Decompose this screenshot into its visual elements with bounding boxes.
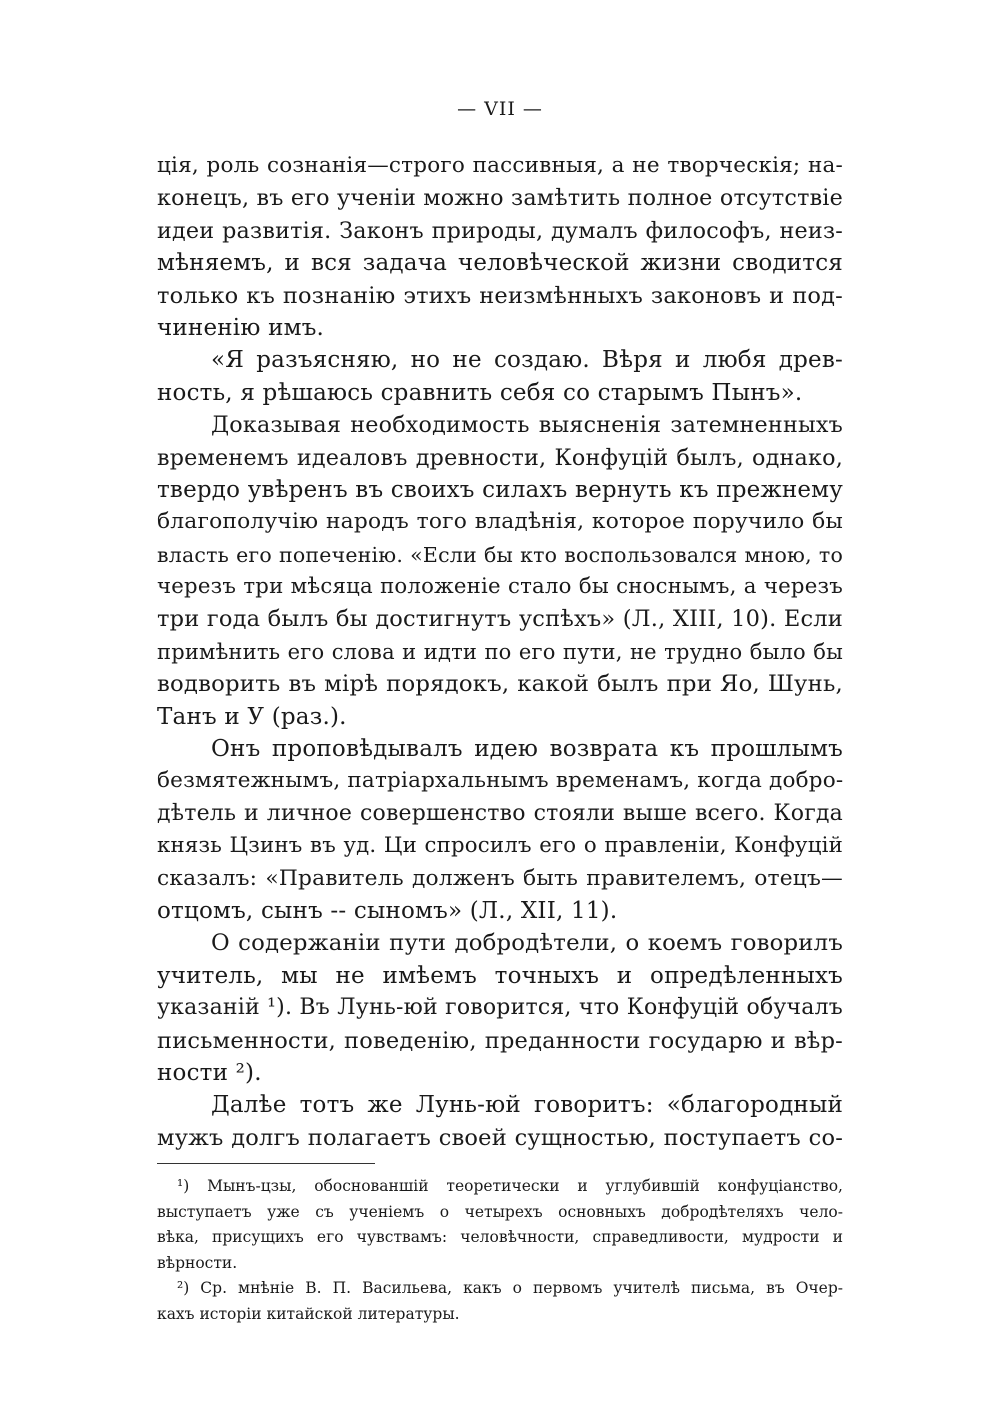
text-line: власть его попеченію. «Если бы кто воспользовался мною, то <box>157 542 843 567</box>
text-line: чиненію имъ. <box>157 314 325 341</box>
text-line: только къ познанію этихъ неизмѣнныхъ законовъ и под- <box>157 282 843 309</box>
text-line: благополучію народъ того владѣнія, которое поручило бы <box>157 509 843 535</box>
text-line: водворить въ мірѣ порядокъ, какой былъ при Яо, Шунь, <box>157 671 843 698</box>
text-line: учитель, мы не имѣемъ точныхъ и опредѣленныхъ <box>157 962 843 989</box>
footnote-line: вѣрности. <box>157 1253 238 1272</box>
text-line: Доказывая необходимость выясненія затемненныхъ <box>211 412 843 439</box>
footnote-line: вѣка, присущихъ его чувствамъ: человѣчности, справедливости, мудрости и <box>157 1228 843 1247</box>
text-line: Далѣе тотъ же Лунь-юй говоритъ: «благородный <box>211 1092 843 1119</box>
page-number: — VII — <box>457 98 543 120</box>
text-line: письменности, поведенію, преданности государю и вѣр- <box>157 1027 843 1054</box>
text-line: князь Цзинъ въ уд. Ци спросилъ его о правленіи, Конфуцій <box>157 833 843 859</box>
footnotes <box>157 1174 843 1328</box>
text-line: мѣняемъ, и вся задача человѣческой жизни сводится <box>157 250 843 277</box>
text-line: О содержаніи пути добродѣтели, о коемъ говорилъ <box>211 930 843 957</box>
footnote-divider <box>157 1163 375 1164</box>
text-line: идеи развитія. Законъ природы, думалъ философъ, неиз- <box>157 217 843 244</box>
text-line: Онъ проповѣдывалъ идею возврата къ прошлымъ <box>211 736 843 763</box>
footnote-line: кахъ исторіи китайской литературы. <box>157 1304 460 1323</box>
text-line: ція, роль сознанія—строго пассивныя, а не творческія; на- <box>157 153 843 178</box>
footnote-line: ¹) Мынъ-цзы, обоснованшій теоретически и углубившій конфуціанство, <box>177 1177 843 1195</box>
text-line: отцомъ, сынъ -- сыномъ» (Л., XII, 11). <box>157 897 618 924</box>
text-line: Танъ и У (раз.). <box>157 703 347 730</box>
text-line: три года былъ бы достигнутъ успѣхъ» (Л., XIII, 10). Если <box>157 606 843 633</box>
text-line: дѣтель и личное совершенство стояли выше всего. Когда <box>157 800 843 826</box>
text-line: «Я разъясняю, но не создаю. Вѣря и любя древ- <box>211 347 843 374</box>
text-line: примѣнить его слова и идти по его пути, не трудно было бы <box>157 639 843 664</box>
text-line: мужъ долгъ полагаетъ своей сущностью, поступаетъ со- <box>157 1124 843 1151</box>
text-line: безмятежнымъ, патріархальнымъ временамъ, когда добро- <box>157 768 844 794</box>
body-text <box>157 150 843 1154</box>
text-line: конецъ, въ его ученіи можно замѣтить полное отсутствіе <box>157 185 843 212</box>
footnote-line: выступаетъ уже съ ученіемъ о четырехъ основныхъ добродѣтеляхъ чело- <box>157 1202 843 1221</box>
text-line: временемъ идеаловъ древности, Конфуцій былъ, однако, <box>157 444 843 471</box>
text-line: ности ²). <box>157 1059 262 1086</box>
text-line: указаній ¹). Въ Лунь-юй говорится, что Конфуцій обучалъ <box>157 995 843 1021</box>
text-line: сказалъ: «Правитель долженъ быть правителемъ, отецъ— <box>157 865 843 891</box>
text-line: твердо увѣренъ въ своихъ силахъ вернуть къ прежнему <box>157 476 843 503</box>
footnote-line: ²) Ср. мнѣніе В. П. Васильева, какъ о первомъ учителѣ письма, въ Очер- <box>177 1279 843 1298</box>
text-line: ность, я рѣшаюсь сравнить себя со старымъ Пынъ». <box>157 379 803 406</box>
text-line: черезъ три мѣсяца положеніе стало бы сноснымъ, а черезъ <box>157 574 843 600</box>
